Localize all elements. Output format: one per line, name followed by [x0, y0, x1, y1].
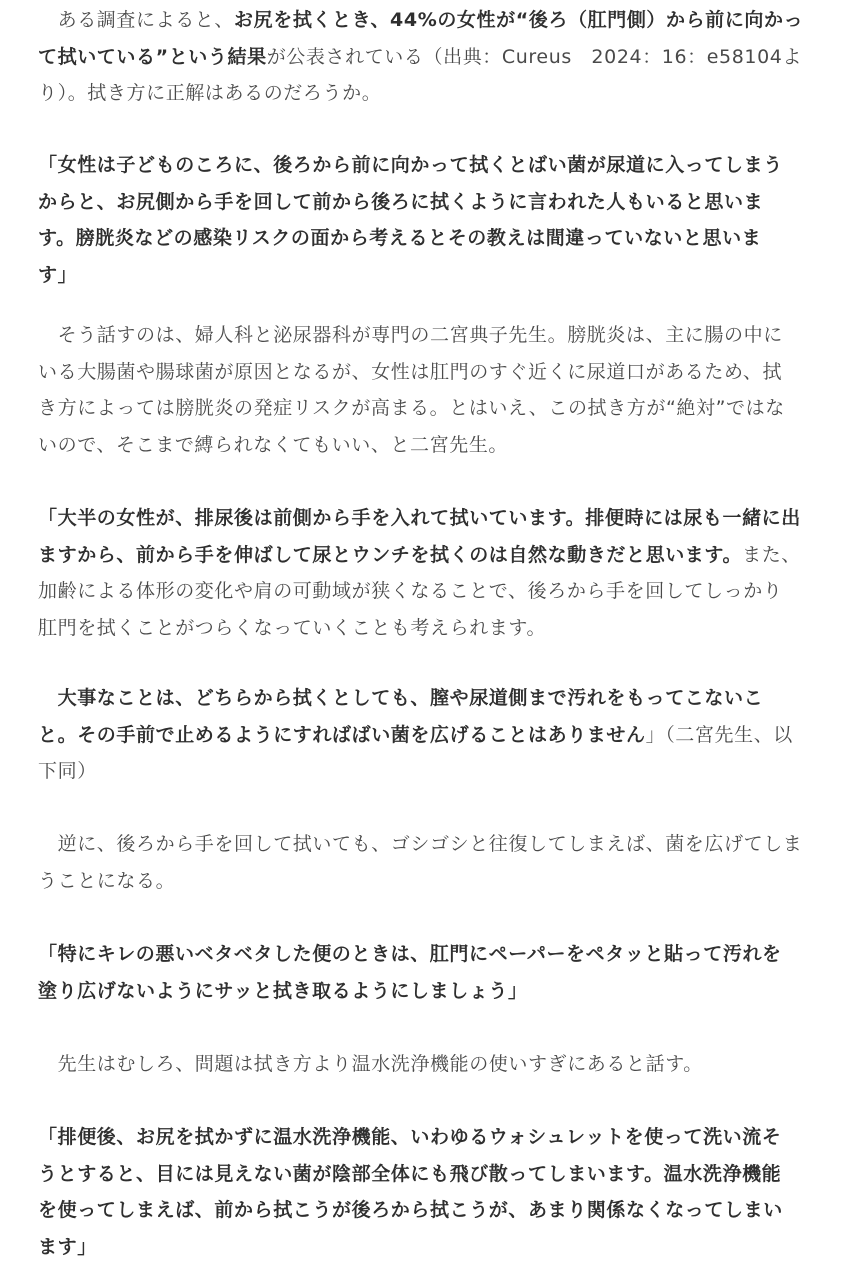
quote-line: 「特にキレの悪いベタベタした便のときは、肛門にペーパーをペタッと貼って汚れを	[38, 943, 782, 965]
quote-line: 大事なことは、どちらから拭くとしても、膣や尿道側まで汚れをもってこないこ	[38, 687, 764, 709]
quote-line: 「大半の女性が、排尿後は前側から手を入れて拭いています。排便時には尿も一緒に出	[38, 507, 801, 529]
quote-line: 下同）	[38, 760, 97, 782]
quote-line: と。その手前で止めるようにすればばい菌を広げることはありません」（二宮先生、以	[38, 723, 793, 746]
paragraph-line: て拭いている”という結果が公表されている（出典：Cureus 2024：16：e58104よ	[38, 45, 803, 68]
paragraph-doctor-intro	[38, 317, 830, 463]
paragraph-line: ある調査によると、お尻を拭くとき、44%の女性が“後ろ（肛門側）から前に向かっ	[38, 9, 804, 31]
quote-front-wiping	[38, 500, 830, 646]
quote-line: からと、お尻側から手を回して前から後ろに拭くように言われた人もいると思いま	[38, 190, 764, 213]
paragraph-line: り）。拭き方に正解はあるのだろうか。	[38, 82, 382, 104]
paragraph-line: 逆に、後ろから手を回して拭いても、ゴシゴシと往復してしまえば、菌を広げてしま	[38, 833, 803, 855]
paragraph-line: そう話すのは、婦人科と泌尿器科が専門の二宮典子先生。膀胱炎は、主に腸の中に	[38, 324, 783, 346]
quote-line: 肛門を拭くことがつらくなっていくことも考えられます。	[38, 616, 547, 639]
quote-line: す」	[38, 263, 78, 286]
quote-line: ますから、前から手を伸ばして尿とウンチを拭くのは自然な動きだと思います。また、	[38, 543, 801, 566]
quote-line: 「排便後、お尻を拭かずに温水洗浄機能、いわゆるウォシュレットを使って洗い流そ	[38, 1126, 782, 1148]
quote-line: 塗り広げないようにサッと拭き取るようにしましょう」	[38, 979, 528, 1002]
paragraph-line: いる大腸菌や腸球菌が原因となるが、女性は肛門のすぐ近くに尿道口があるため、拭	[38, 360, 783, 383]
paragraph-line: いので、そこまで縛られなくてもいい、と二宮先生。	[38, 433, 509, 456]
paragraph-line: き方によっては膀胱炎の発症リスクが高まる。とはいえ、この拭き方が“絶対”ではな	[38, 397, 785, 419]
quote-line: ます」	[38, 1235, 97, 1258]
paragraph-line: 先生はむしろ、問題は拭き方より温水洗浄機能の使いすぎにあると話す。	[38, 1053, 703, 1075]
quote-line: す。膀胱炎などの感染リスクの面から考えるとその教えは間違っていないと思いま	[38, 227, 762, 249]
quote-line: うとすると、目には見えない菌が陰部全体にも飛び散ってしまいます。温水洗浄機能	[38, 1162, 782, 1185]
quote-line: を使ってしまえば、前から拭こうが後ろから拭こうが、あまり関係なくなってしまい	[38, 1199, 783, 1221]
quote-bidet-warning	[38, 1119, 830, 1265]
paragraph-line: うことになる。	[38, 869, 176, 892]
quote-important-point	[38, 680, 830, 790]
paragraph-intro	[38, 2, 830, 112]
quote-childhood-teaching	[38, 147, 830, 293]
quote-line: 「女性は子どものころに、後ろから前に向かって拭くとばい菌が尿道に入ってしまう	[38, 154, 783, 176]
paragraph-back-wiping	[38, 826, 830, 899]
paragraph-bidet-problem	[38, 1046, 830, 1083]
quote-line: 加齢による体形の変化や肩の可動域が狭くなることで、後ろから手を回してしっかり	[38, 580, 783, 602]
quote-sticky-stool	[38, 936, 830, 1009]
